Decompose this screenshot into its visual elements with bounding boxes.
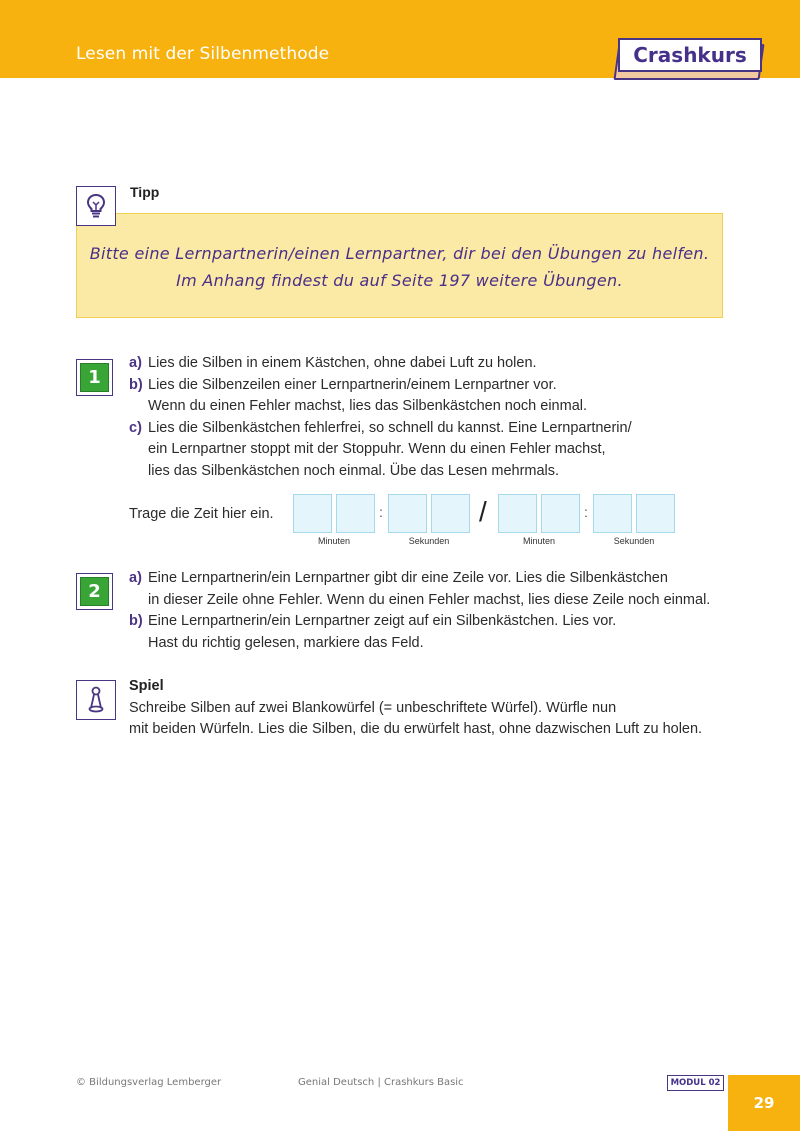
tipp-heading: Tipp	[130, 184, 160, 200]
item-text: in dieser Zeile ohne Fehler. Wenn du einen Fehler machst, lies diese Zeile noch einmal.	[148, 591, 711, 608]
item-letter: b)	[129, 613, 143, 629]
unit-label: Sekunden	[408, 536, 450, 546]
task-number-2	[76, 573, 113, 610]
task-item-a	[129, 353, 632, 375]
task-item-b-cont	[129, 633, 710, 655]
unit-label: Sekunden	[613, 536, 655, 546]
task-item-b	[129, 375, 632, 397]
minute-digit-field[interactable]	[293, 494, 332, 533]
task-item-a	[129, 568, 710, 590]
item-text: Hast du richtig gelesen, markiere das Feld.	[148, 634, 424, 651]
second-digit-field[interactable]	[388, 494, 427, 533]
second-digit-field[interactable]	[636, 494, 675, 533]
item-letter: a)	[129, 355, 142, 371]
footer-book-title: Genial Deutsch | Crashkurs Basic	[298, 1077, 464, 1088]
task-item-b-cont	[129, 396, 632, 418]
task-item-c	[129, 418, 632, 440]
task-number-1	[76, 359, 113, 396]
time-separator: :	[584, 504, 588, 520]
item-text: Lies die Silbenzeilen einer Lernpartnerin/einem Lernpartner vor.	[148, 376, 557, 393]
minute-digit-field[interactable]	[541, 494, 580, 533]
task-number-label: 1	[80, 363, 109, 392]
time-separator: :	[379, 504, 383, 520]
tipp-text	[77, 240, 722, 294]
item-text: Wenn du einen Fehler machst, lies das Silbenkästchen noch einmal.	[148, 398, 588, 414]
tipp-line: Im Anhang findest du auf Seite 197 weitere Übungen.	[176, 271, 623, 290]
time-divider: /	[479, 496, 487, 527]
footer-copyright: © Bildungsverlag Lemberger	[76, 1077, 222, 1088]
crashkurs-badge	[614, 38, 762, 78]
unit-label: Minuten	[522, 536, 556, 546]
item-letter: b)	[129, 376, 143, 393]
item-text: Lies die Silbenkästchen fehlerfrei, so schnell du kannst. Eine Lernpartnerin/	[148, 419, 632, 436]
lightbulb-icon	[76, 186, 116, 226]
badge-label: Crashkurs	[618, 38, 762, 72]
task-1	[129, 353, 632, 482]
item-letter: a)	[129, 570, 142, 586]
time-entry-label: Trage die Zeit hier ein.	[129, 506, 274, 522]
page-header	[0, 0, 800, 78]
item-letter: c)	[129, 419, 142, 436]
item-text: ein Lernpartner stoppt mit der Stoppuhr. Wenn du einen Fehler machst,	[148, 441, 606, 457]
item-text: lies das Silbenkästchen noch einmal. Übe das Lesen mehrmals.	[148, 462, 560, 479]
time-entry	[129, 494, 689, 554]
task-item-a-cont	[129, 590, 710, 612]
page-title: Lesen mit der Silbenmethode	[76, 44, 330, 64]
unit-label: Minuten	[317, 536, 351, 546]
task-item-b	[129, 611, 710, 633]
task-item-c-cont	[129, 439, 632, 461]
spiel-heading: Spiel	[129, 678, 164, 694]
task-2	[129, 568, 710, 654]
item-text: Eine Lernpartnerin/ein Lernpartner gibt dir eine Zeile vor. Lies die Silbenkästchen	[148, 570, 668, 586]
tipp-line: Bitte eine Lernpartnerin/einen Lernpartner, dir bei den Übungen zu helfen.	[89, 244, 710, 263]
task-item-c-cont	[129, 461, 632, 483]
tipp-box	[76, 213, 723, 318]
item-text: Lies die Silben in einem Kästchen, ohne dabei Luft zu holen.	[148, 355, 537, 371]
game-piece-icon	[76, 680, 116, 720]
second-digit-field[interactable]	[431, 494, 470, 533]
spiel-line: mit beiden Würfeln. Lies die Silben, die du erwürfelt hast, ohne dazwischen Luft zu holen.	[129, 721, 703, 737]
item-text: Eine Lernpartnerin/ein Lernpartner zeigt auf ein Silbenkästchen. Lies vor.	[148, 613, 617, 629]
task-number-label: 2	[80, 577, 109, 606]
minute-digit-field[interactable]	[498, 494, 537, 533]
minute-digit-field[interactable]	[336, 494, 375, 533]
second-digit-field[interactable]	[593, 494, 632, 533]
modul-badge: MODUL 02	[667, 1075, 724, 1091]
spiel-line: Schreibe Silben auf zwei Blankowürfel (= unbeschriftete Würfel). Würfle nun	[129, 699, 617, 716]
page-number: 29	[728, 1075, 800, 1131]
spiel-section	[129, 676, 702, 741]
